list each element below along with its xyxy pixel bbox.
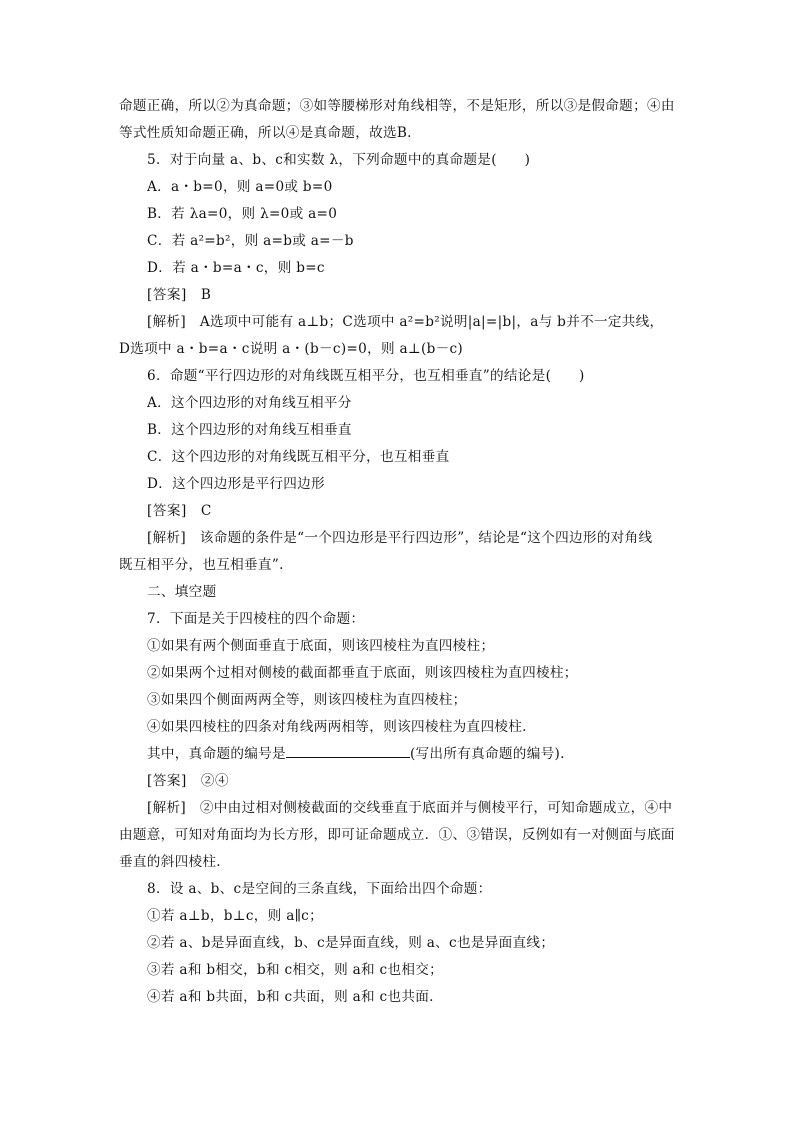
proposition-item: ④如果四棱柱的四条对角线两两相等，则该四棱柱为直四棱柱. [147, 719, 527, 735]
text-line: 命题正确，所以②为真命题；③如等腰梯形对角线相等，不是矩形，所以③是假命题；④由 [119, 98, 675, 114]
fill-blank-line [147, 744, 679, 764]
answer-label: [答案] B [147, 287, 212, 303]
section-heading: 二、填空题 [147, 584, 217, 600]
option-a: A．a・b=0，则 a=0或 b=0 [147, 179, 333, 195]
proposition-item: ③如果四个侧面两两全等，则该四棱柱为直四棱柱； [147, 692, 467, 708]
analysis-line: [解析] A选项中可能有 a⊥b；C选项中 a²=b²说明|a|=|b|，a与 b并不一定共线， [147, 314, 664, 330]
answer-label: [答案] ②④ [147, 773, 230, 789]
analysis-line: 既互相平分，也互相垂直”. [119, 557, 284, 573]
proposition-item: ③若 a和 b相交，b和 c相交，则 a和 c也相交； [147, 962, 444, 978]
analysis-line: 由题意，可知对角面均为长方形，即可证命题成立．①、③错误，反例如有一对侧面与底面 [119, 827, 675, 843]
analysis-line: [解析] 该命题的条件是“一个四边形是平行四边形”，结论是“这个四边形的对角线 [147, 530, 653, 546]
proposition-item: ①若 a⊥b，b⊥c，则 a∥c； [147, 908, 323, 924]
option-b: B．这个四边形的对角线互相垂直 [147, 422, 352, 438]
fill-blank-prompt: 其中，真命题的编号是 [147, 746, 286, 762]
option-c: C．若 a²=b²，则 a=b或 a=－b [147, 233, 354, 249]
proposition-item: ①如果有两个侧面垂直于底面，则该四棱柱为直四棱柱； [147, 638, 495, 654]
fill-blank-note: (写出所有真命题的编号). [409, 746, 565, 762]
question-7: 7．下面是关于四棱柱的四个命题： [147, 611, 365, 627]
analysis-line: 垂直的斜四棱柱. [119, 854, 221, 870]
option-d: D．若 a・b=a・c，则 b=c [147, 260, 325, 276]
option-d: D．这个四边形是平行四边形 [147, 476, 325, 492]
option-c: C．这个四边形的对角线既互相平分，也互相垂直 [147, 449, 450, 465]
question-8: 8．设 a、b、c是空间的三条直线，下面给出四个命题： [147, 881, 492, 897]
question-6: 6．命题“平行四边形的对角线既互相平分，也互相垂直”的结论是( ) [147, 368, 585, 384]
option-b: B．若 λa=0，则 λ=0或 a=0 [147, 206, 338, 222]
text-line: 等式性质知命题正确，所以④是真命题，故选B. [119, 125, 412, 141]
analysis-line: [解析] ②中由过相对侧棱截面的交线垂直于底面并与侧棱平行，可知命题成立，④中 [147, 800, 673, 816]
proposition-item: ②如果两个过相对侧棱的截面都垂直于底面，则该四棱柱为直四棱柱； [147, 665, 578, 681]
option-a: A．这个四边形的对角线互相平分 [147, 395, 352, 411]
answer-blank [286, 744, 410, 758]
question-5: 5．对于向量 a、b、c和实数 λ，下列命题中的真命题是( ) [147, 152, 531, 168]
answer-label: [答案] C [147, 503, 212, 519]
proposition-item: ④若 a和 b共面，b和 c共面，则 a和 c也共面. [147, 989, 434, 1005]
analysis-line: D选项中 a・b=a・c说明 a・(b－c)=0，则 a⊥(b－c) [119, 341, 463, 357]
proposition-item: ②若 a、b是异面直线，b、c是异面直线，则 a、c也是异面直线； [147, 935, 555, 951]
